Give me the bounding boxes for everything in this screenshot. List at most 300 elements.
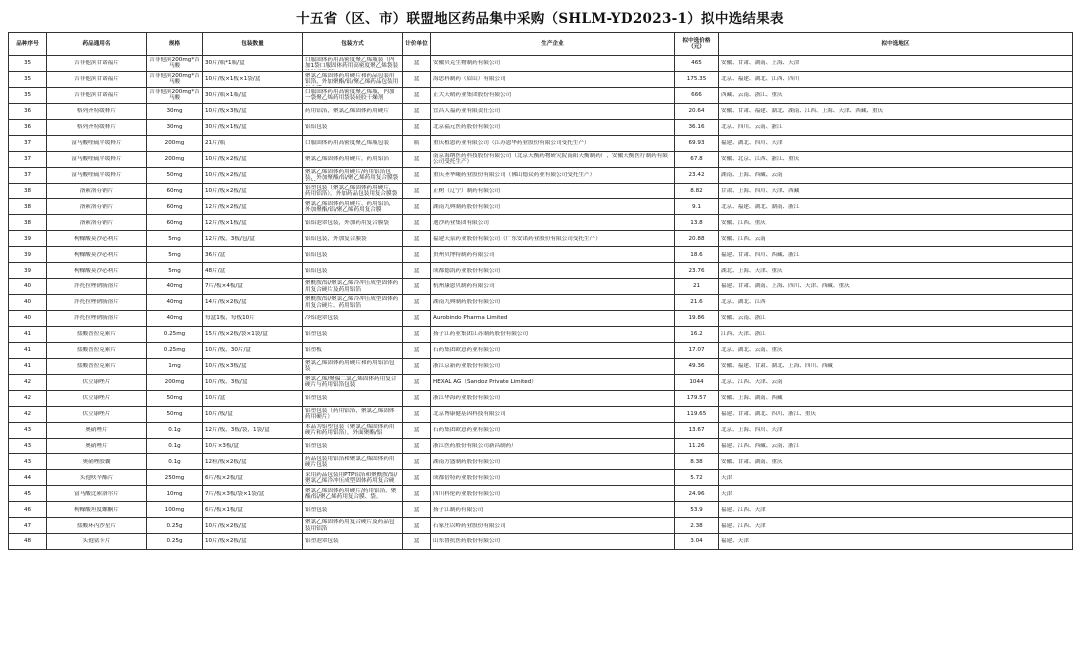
package-qty-text: 7片/板×3板/袋×1袋/盒 [205,490,265,497]
spec-text: 50mg [166,410,183,417]
package-qty-text: 10片/板×3板/盒 [205,108,247,115]
cell-price [675,215,719,231]
drug-name-text: 枸橼酸莫沙必利片 [74,251,119,258]
manufacturer-text: 正树（辽宁）制药有限公司 [433,187,501,194]
cell-package-qty [203,534,303,550]
cell-package-type [303,71,403,87]
cell-manufacturer [431,119,675,135]
cell-manufacturer [431,151,675,167]
price-text: 24.96 [688,490,705,497]
cell-price [675,438,719,454]
cell-unit [403,87,431,103]
regions-text: 湖北、上海、天津、重庆 [721,267,783,274]
cell-drug-name [47,326,147,342]
table-header-row [9,33,1073,56]
package-type-text: 药品包装用铝箔和聚氯乙烯固体药用硬片包装 [305,455,395,468]
spec-text: 0.25mg [163,347,186,354]
drug-name-text: 富马酸喹硫平缓释片 [71,155,122,162]
spec-text: 30mg [166,108,183,115]
cell-regions [719,326,1073,342]
cell-unit [403,438,431,454]
package-qty-text: 14片/板×2板/盒 [205,299,247,306]
package-type-text: 铝铝包装 [305,124,328,131]
header-spec: 规格 [147,33,203,56]
cell-price [675,263,719,279]
table-row [9,311,1073,327]
regions-text: 福建、江西、西藏、云南、浙江 [721,442,800,449]
cell-item-no [9,167,47,183]
manufacturer-text: 湖南九典制药股份有限公司 [433,299,501,306]
table-row [9,406,1073,422]
drug-name-text: 泮托拉唑钠肠溶片 [74,315,119,322]
cell-manufacturer [431,167,675,183]
package-qty-text: 7片/板×4板/盒 [205,283,243,290]
cell-item-no [9,422,47,438]
cell-item-no [9,534,47,550]
spec-text: 40mg [166,315,183,322]
manufacturer-text: 海思科制药（眉山）有限公司 [433,76,506,83]
cell-package-type [303,390,403,406]
package-qty-text: 30片/板×1板/盒 [205,124,247,131]
table-row [9,231,1073,247]
package-qty-text: 10片/盒 [205,395,226,402]
price-text: 17.07 [688,347,705,354]
unit-text: 盒 [413,410,420,417]
cell-drug-name [47,342,147,358]
price-text: 53.9 [690,506,703,513]
drug-name-text: 吉非他滨甘诺福片 [74,60,119,67]
cell-item-no [9,119,47,135]
drug-name-text: 枸橼酸莫沙必利片 [74,235,119,242]
price-text: 36.16 [688,124,705,131]
cell-package-type [303,342,403,358]
item-no-text: 43 [23,458,32,465]
cell-package-qty [203,167,303,183]
cell-manufacturer [431,374,675,390]
unit-text: 盒 [413,426,420,433]
cell-price [675,135,719,151]
header-regions: 拟中选地区 [719,33,1073,56]
spec-text: 5mg [168,267,181,274]
package-type-text: 聚氯乙烯固体药用硬片，药用铝箔 [305,155,389,162]
price-text: 18.6 [690,251,703,258]
package-qty-text: 12片/板×1板/盒 [205,219,247,226]
drug-name-text: 富马酸比索洛尔片 [74,490,119,497]
cell-price [675,87,719,103]
package-qty-text: 10片/板×2板/盒 [205,187,247,194]
cell-package-qty [203,71,303,87]
cell-drug-name [47,56,147,72]
package-qty-text: 10片×3板/盒 [205,442,240,449]
unit-text: 盒 [413,442,420,449]
price-text: 179.57 [686,395,707,402]
cell-manufacturer [431,231,675,247]
spec-text: 40mg [166,299,183,306]
cell-manufacturer [431,470,675,486]
table-row [9,486,1073,502]
manufacturer-text: 成都德凯药业股份有限公司 [433,267,501,274]
cell-package-qty [203,135,303,151]
cell-manufacturer [431,406,675,422]
cell-unit [403,199,431,215]
price-text: 19.86 [688,315,705,322]
item-no-text: 39 [23,267,32,274]
cell-price [675,311,719,327]
cell-manufacturer [431,87,675,103]
cell-regions [719,502,1073,518]
cell-unit [403,326,431,342]
cell-unit [403,151,431,167]
table-row [9,247,1073,263]
package-type-text: 聚氯乙烯固体药用硬片和药品包装用铝箔，外加聚酯/铝/聚乙烯药品包装用 [305,73,399,86]
price-text: 8.38 [690,458,703,465]
cell-price [675,390,719,406]
regions-text: 北京、福建、湖北、江西、四川 [721,76,800,83]
cell-regions [719,183,1073,199]
cell-spec [147,454,203,470]
table-row [9,438,1073,454]
cell-package-type [303,534,403,550]
unit-text: 盒 [413,92,420,99]
regions-text: 福建、湖北、四川、天津 [721,140,783,147]
manufacturer-text: 北京博康健基因科技有限公司 [433,410,506,417]
spec-text: 250mg [164,474,185,481]
cell-manufacturer [431,71,675,87]
cell-manufacturer [431,390,675,406]
cell-package-qty [203,454,303,470]
cell-package-qty [203,326,303,342]
item-no-text: 38 [23,219,32,226]
unit-text: 盒 [413,187,420,194]
manufacturer-text: HEXAL AG（Sandoz Private Limited） [433,379,537,386]
cell-price [675,199,719,215]
table-row [9,71,1073,87]
drug-name-text: 格列齐特缓释片 [76,124,117,131]
package-type-text: 铝塑包装 [305,331,328,338]
manufacturer-text: 石药集团欧意药业有限公司 [433,426,501,433]
item-no-text: 37 [23,155,32,162]
cell-regions [719,215,1073,231]
item-no-text: 36 [23,108,32,115]
table-row [9,374,1073,390]
package-qty-text: 21片/瓶 [205,140,226,147]
unit-text: 盒 [413,60,420,67]
cell-package-qty [203,486,303,502]
item-no-text: 40 [23,315,32,322]
cell-package-type [303,87,403,103]
cell-unit [403,71,431,87]
cell-price [675,183,719,199]
drug-name-text: 吉非他滨甘诺福片 [74,92,119,99]
unit-text: 盒 [413,219,420,226]
cell-price [675,486,719,502]
cell-spec [147,167,203,183]
cell-spec [147,342,203,358]
manufacturer-text: 石家庄以岭药业股份有限公司 [433,522,506,529]
cell-unit [403,103,431,119]
cell-drug-name [47,406,147,422]
unit-text: 盒 [413,108,420,115]
cell-price [675,454,719,470]
cell-regions [719,406,1073,422]
package-qty-text: 10片/板×1板×1袋/盒 [205,76,261,83]
cell-drug-name [47,534,147,550]
package-type-text: 铝塑包装（药用铝箔，聚氯乙烯固体药用硬片） [305,407,395,421]
cell-unit [403,247,431,263]
package-type-text: 铝塑包装（聚氯乙烯固体药用硬片，药用铝箔），外加药品包装用复合膜袋 [305,184,398,197]
unit-text: 盒 [413,506,420,513]
cell-regions [719,422,1073,438]
unit-text: 盒 [413,331,420,338]
package-type-text: 采用药品包装用PTP铝箔和聚酰胺/铝/聚氯乙烯冷冲压成型固体药用复合硬 [305,471,398,484]
unit-text: 盒 [413,76,420,83]
cell-item-no [9,279,47,295]
cell-spec [147,311,203,327]
regions-text: 安徽、甘肃、福建、湖北、湖南、江西、上海、天津、西藏、重庆 [721,108,884,115]
package-type-text: 聚氯乙烯固体药用复合硬片及药品包装用铝箔 [305,519,395,532]
cell-spec [147,534,203,550]
package-type-text: 铝塑包装 [305,506,328,513]
manufacturer-text: 贵州贝博特制药有限公司 [433,251,495,258]
package-type-text: 铝铝包装 [305,251,328,258]
spec-text: 吉非他滨200mg*吉马酸 [149,73,200,86]
package-type-text: 铝铝包装 [305,267,328,274]
cell-regions [719,247,1073,263]
price-text: 9.1 [692,203,701,210]
cell-package-qty [203,215,303,231]
cell-package-qty [203,311,303,327]
cell-drug-name [47,518,147,534]
unit-text: 盒 [413,538,420,545]
cell-regions [719,135,1073,151]
cell-unit [403,534,431,550]
cell-package-qty [203,518,303,534]
cell-spec [147,56,203,72]
cell-drug-name [47,151,147,167]
cell-spec [147,438,203,454]
cell-package-type [303,183,403,199]
cell-manufacturer [431,247,675,263]
manufacturer-text: 杭州康恩贝制药有限公司 [433,283,495,290]
cell-price [675,71,719,87]
table-row [9,295,1073,311]
spec-text: 200mg [164,140,185,147]
price-text: 3.04 [690,538,703,545]
document-title: 十五省（区、市）联盟地区药品集中采购（SHLM-YD2023-1）拟中选结果表 [296,11,784,27]
package-qty-text: 10片/板，30片/盒 [205,347,251,354]
header-item-no: 品种序号 [9,33,47,56]
cell-item-no [9,263,47,279]
cell-unit [403,263,431,279]
cell-spec [147,279,203,295]
price-text: 175.35 [686,76,707,83]
cell-price [675,502,719,518]
spec-text: 60mg [166,187,183,194]
cell-price [675,422,719,438]
cell-drug-name [47,247,147,263]
package-type-text: 聚氯乙烯固体药用硬片、药用铝箔，外加聚酯/铝/聚乙烯药用复合膜 [305,200,395,213]
drug-name-text: 洛索洛芬钠片 [79,187,114,194]
unit-text: 盒 [413,474,420,481]
package-qty-text: 10片/板，3板/盒 [205,379,248,386]
cell-regions [719,390,1073,406]
spec-text: 0.1g [168,426,181,433]
drug-name-text: 盐酸普拉克索片 [76,347,117,354]
cell-drug-name [47,167,147,183]
cell-package-qty [203,390,303,406]
cell-regions [719,151,1073,167]
spec-text: 200mg [164,155,185,162]
table-row [9,518,1073,534]
item-no-text: 42 [23,410,32,417]
cell-spec [147,518,203,534]
spec-text: 吉非他滨200mg*吉马酸 [149,89,200,102]
cell-item-no [9,342,47,358]
manufacturer-text: 浙江医药股份有限公司新昌制药厂 [433,442,517,449]
drug-name-text: 头孢氨苄片 [82,538,111,545]
manufacturer-text: 宜昌人福药业有限责任公司 [433,108,501,115]
cell-spec [147,215,203,231]
manufacturer-text: 安徽贝克生物制药有限公司 [433,60,501,67]
manufacturer-text: 浙江京新药业股份有限公司 [433,363,501,370]
spec-text: 50mg [166,395,183,402]
cell-unit [403,215,431,231]
cell-manufacturer [431,518,675,534]
cell-unit [403,279,431,295]
cell-package-qty [203,502,303,518]
cell-package-type [303,486,403,502]
cell-item-no [9,183,47,199]
table-row [9,342,1073,358]
cell-drug-name [47,135,147,151]
drug-name-text: 盐酸普拉克索片 [76,363,117,370]
drug-name-text: 泮托拉唑钠肠溶片 [74,299,119,306]
cell-item-no [9,71,47,87]
cell-package-qty [203,199,303,215]
regions-text: 安徽、甘肃、湖南、重庆 [721,458,783,465]
cell-spec [147,87,203,103]
cell-manufacturer [431,534,675,550]
item-no-text: 44 [23,474,32,481]
cell-drug-name [47,486,147,502]
cell-price [675,167,719,183]
table-row [9,358,1073,374]
table-row [9,279,1073,295]
cell-spec [147,390,203,406]
cell-package-qty [203,470,303,486]
cell-regions [719,279,1073,295]
header-drug-name: 药品通用名 [47,33,147,56]
cell-unit [403,374,431,390]
cell-drug-name [47,438,147,454]
cell-unit [403,502,431,518]
cell-package-type [303,215,403,231]
cell-package-type [303,135,403,151]
unit-text: 盒 [413,395,420,402]
cell-drug-name [47,422,147,438]
cell-unit [403,311,431,327]
cell-package-type [303,263,403,279]
cell-manufacturer [431,358,675,374]
unit-text: 盒 [413,347,420,354]
price-text: 465 [691,60,702,67]
cell-package-qty [203,103,303,119]
package-type-text: 聚酰胺/铝/聚氯乙烯冷冲压成型固体药用复合硬片、药用铝箔 [305,296,399,309]
item-no-text: 42 [23,379,32,386]
package-qty-text: 10片/板×2板/盒 [205,171,247,178]
cell-item-no [9,358,47,374]
cell-spec [147,470,203,486]
cell-regions [719,295,1073,311]
package-qty-text: 12粒/板×2板/盒 [205,458,247,465]
cell-package-type [303,231,403,247]
cell-package-qty [203,247,303,263]
cell-drug-name [47,470,147,486]
unit-text: 盒 [413,235,420,242]
table-row [9,56,1073,72]
cell-manufacturer [431,103,675,119]
cell-drug-name [47,311,147,327]
cell-package-type [303,119,403,135]
package-qty-text: 10片/板/盒 [205,410,233,417]
cell-manufacturer [431,56,675,72]
regions-text: 福建、江西、天津 [721,522,766,529]
spec-text: 50mg [166,171,183,178]
drug-name-text: 奥硝唑片 [85,442,108,449]
regions-text: 北京、上海、四川、天津 [721,426,783,433]
cell-item-no [9,374,47,390]
cell-unit [403,470,431,486]
drug-name-text: 格列齐特缓释片 [76,108,117,115]
price-text: 20.88 [688,235,705,242]
cell-price [675,247,719,263]
cell-manufacturer [431,486,675,502]
price-text: 1044 [689,379,704,386]
cell-price [675,470,719,486]
cell-item-no [9,87,47,103]
package-type-text: 聚氯乙烯/聚偏二氯乙烯固体药用复合硬片与药用铝箔包装 [305,376,397,389]
cell-regions [719,119,1073,135]
cell-spec [147,263,203,279]
package-type-text: 药用铝箔，聚氯乙烯固体药用硬片 [305,108,389,115]
package-qty-text: 10片/板×2板/盒 [205,522,247,529]
cell-spec [147,358,203,374]
cell-spec [147,71,203,87]
package-qty-text: 6片/板×2板/盒 [205,474,243,481]
cell-drug-name [47,454,147,470]
unit-text: 盒 [413,155,420,162]
cell-unit [403,406,431,422]
manufacturer-text: 重庆植恩药业有限公司（江苏恩华药业股份有限公司受托生产） [433,140,590,147]
regions-text: 福建、天津 [721,538,749,545]
package-qty-text: 12片/板×2板/盒 [205,203,247,210]
table-row [9,422,1073,438]
cell-spec [147,135,203,151]
drug-name-text: 头孢呋辛酯片 [79,474,114,481]
table-row [9,103,1073,119]
regions-text: 北京、四川、云南、浙江 [721,124,783,131]
unit-text: 盒 [413,203,420,210]
cell-package-qty [203,56,303,72]
manufacturer-text: 迪沙药业集团有限公司 [433,219,489,226]
cell-drug-name [47,87,147,103]
price-text: 23.42 [688,171,705,178]
cell-unit [403,518,431,534]
cell-package-qty [203,342,303,358]
cell-regions [719,263,1073,279]
cell-package-qty [203,422,303,438]
cell-spec [147,486,203,502]
